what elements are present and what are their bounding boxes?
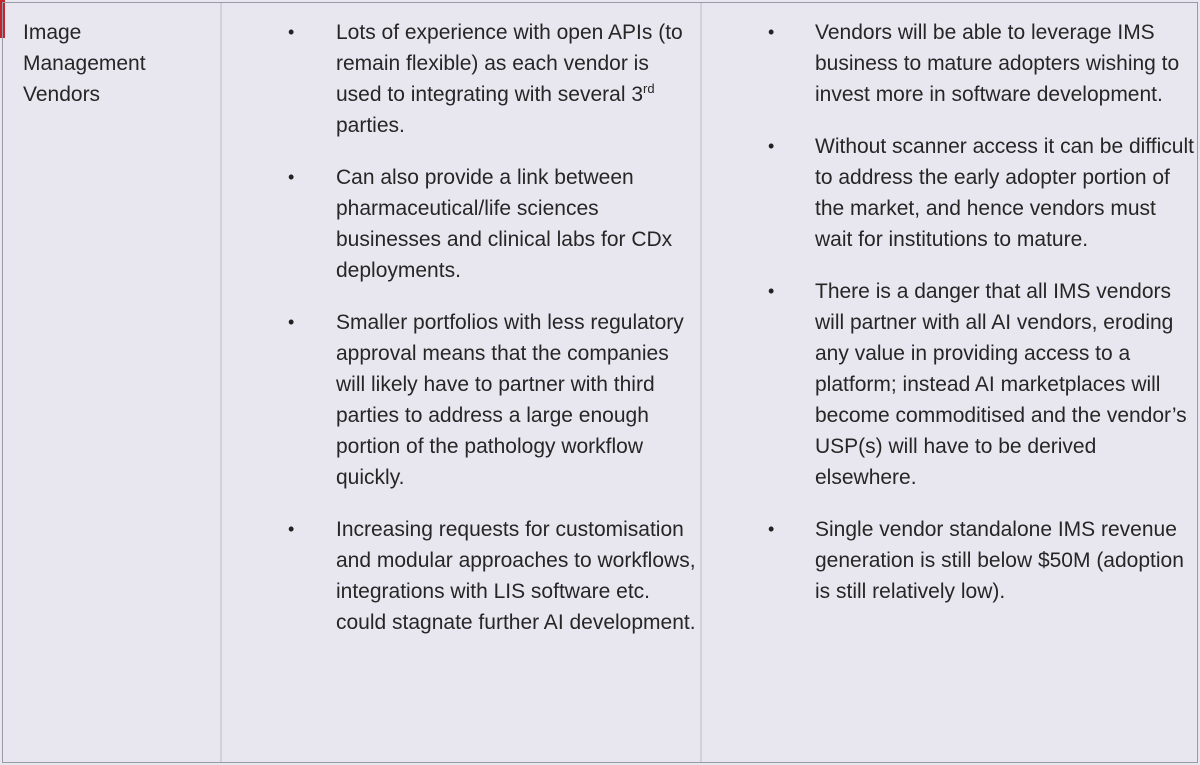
list-item-text-part: Lots of experience with open APIs (to remain flexible) as each vendor is used to integrating with several 3 [336,21,683,106]
table-row [2,2,1198,763]
list-item-text: Smaller portfolios with less regulatory approval means that the companies will likely have to partner with third parties to address a large enough portion of the pathology workflow quickly. [336,311,684,489]
bullet-icon: • [768,22,775,42]
middle-bullet-list [222,17,700,638]
list-item-text: Single vendor standalone IMS revenue generation is still below $50M (adoption is still relatively low). [815,518,1184,603]
bullet-icon: • [288,519,295,539]
list-item [702,17,1197,110]
bullet-icon: • [288,312,295,332]
bullet-icon: • [768,519,775,539]
bullet-icon: • [768,281,775,301]
row-label-cell [3,3,222,762]
list-item-text: Vendors will be able to leverage IMS business to mature adopters wishing to invest more in software development. [815,21,1180,106]
list-item [222,162,700,286]
row-label: Image Management Vendors [23,21,146,106]
list-item [702,514,1197,607]
middle-column-cell [222,3,702,762]
list-item [222,514,700,638]
list-item [702,276,1197,493]
bullet-icon: • [288,22,295,42]
list-item-text: There is a danger that all IMS vendors will partner with all AI vendors, eroding any value in providing access to a platform; instead AI marketplaces will become commoditised and the vendor’s USP(s) will have to be derived elsewhere. [815,280,1187,489]
bullet-icon: • [768,136,775,156]
list-item-text: Increasing requests for customisation and modular approaches to workflows, integrations with LIS software etc. could stagnate further AI development. [336,518,696,634]
right-column-cell [702,3,1197,762]
list-item [222,307,700,493]
list-item [702,131,1197,255]
list-item-text: Without scanner access it can be difficult to address the early adopter portion of the market, and hence vendors must wait for institutions to mature. [815,135,1194,251]
list-item [222,17,700,141]
list-item-text-part: parties. [336,114,405,137]
list-item-text: Can also provide a link between pharmaceutical/life sciences businesses and clinical labs for CDx deployments. [336,166,673,282]
right-bullet-list [702,17,1197,607]
superscript-text: rd [643,81,655,96]
bullet-icon: • [288,167,295,187]
